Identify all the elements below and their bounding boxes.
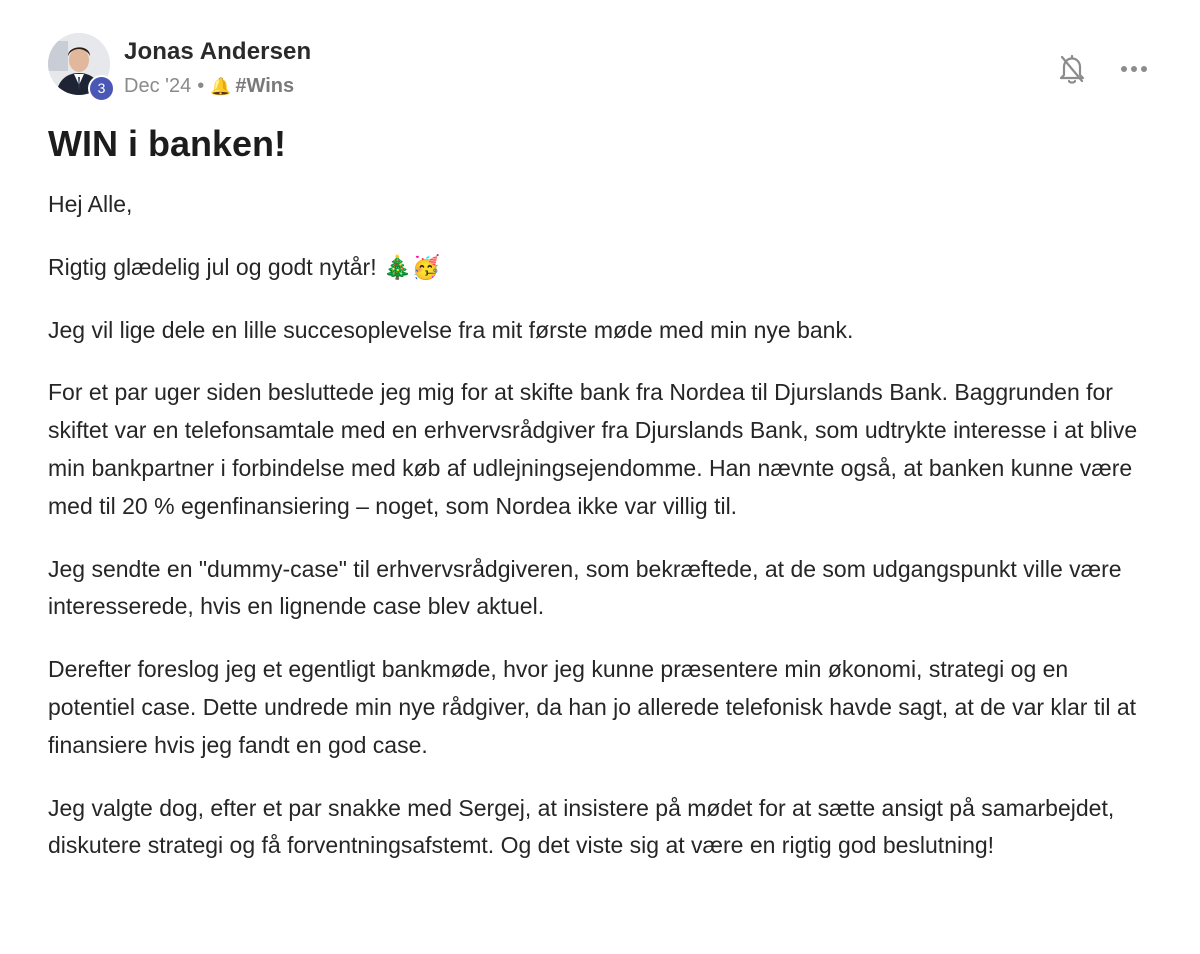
post-body <box>48 186 1158 890</box>
author-name[interactable]: Jonas Andersen <box>124 38 312 65</box>
paragraph: Hej Alle, <box>48 191 133 217</box>
more-horizontal-icon <box>1120 65 1148 73</box>
post-date[interactable]: Dec '24 <box>124 75 192 97</box>
paragraph: For et par uger siden besluttede jeg mig for at skifte bank fra Nordea til Djurslands Bank. Baggrunden for skiftet var en telefonsamtale med en erhvervsrådgiver fra Djurslands Bank, som udtrykte interesse i at blive min bankpartner i forbindelse med køb af udlejningsejendomme. Han nævnte også, at banken kunne være med til 20 % egenfinansiering – noget, som Nordea ikke var villig til. <box>48 379 1138 519</box>
paragraph: Rigtig glædelig jul og godt nytår! 🎄🥳 <box>48 253 441 280</box>
post-header <box>48 33 1152 99</box>
paragraph: Derefter foreslog jeg et egentligt bankmøde, hvor jeg kunne præsentere min økonomi, strategi og en potentiel case. Dette undrede min nye rådgiver, da han jo allerede telefonisk havde sagt, at de var klar til at finansiere hvis jeg fandt en god case. <box>48 656 1137 758</box>
avatar[interactable] <box>48 33 110 95</box>
post-title: WIN i banken! <box>48 123 287 164</box>
paragraph: Jeg valgte dog, efter et par snakke med Sergej, at insistere på mødet for at sætte ansigt på samarbejdet, diskutere strategi og få forventningsafstemt. Og det viste sig at være en rigtig god beslutning! <box>48 794 1115 859</box>
notification-toggle-button[interactable] <box>1054 51 1090 87</box>
level-badge: 3 <box>88 75 115 102</box>
category-bell-icon: 🔔 <box>210 76 232 96</box>
bell-off-icon <box>1058 53 1086 85</box>
more-options-button[interactable] <box>1116 51 1152 87</box>
post-actions <box>1054 51 1152 87</box>
post-meta <box>124 75 294 98</box>
paragraph: Jeg vil lige dele en lille succesoplevelse fra mit første møde med min nye bank. <box>48 316 854 343</box>
category-link[interactable]: #Wins <box>235 75 295 97</box>
paragraph: Jeg sendte en "dummy-case" til erhvervsrådgiveren, som bekræftede, at de som udgangspunkt ville være interesserede, hvis en lignende case blev aktuel. <box>48 555 1122 620</box>
meta-separator: • <box>197 75 205 97</box>
